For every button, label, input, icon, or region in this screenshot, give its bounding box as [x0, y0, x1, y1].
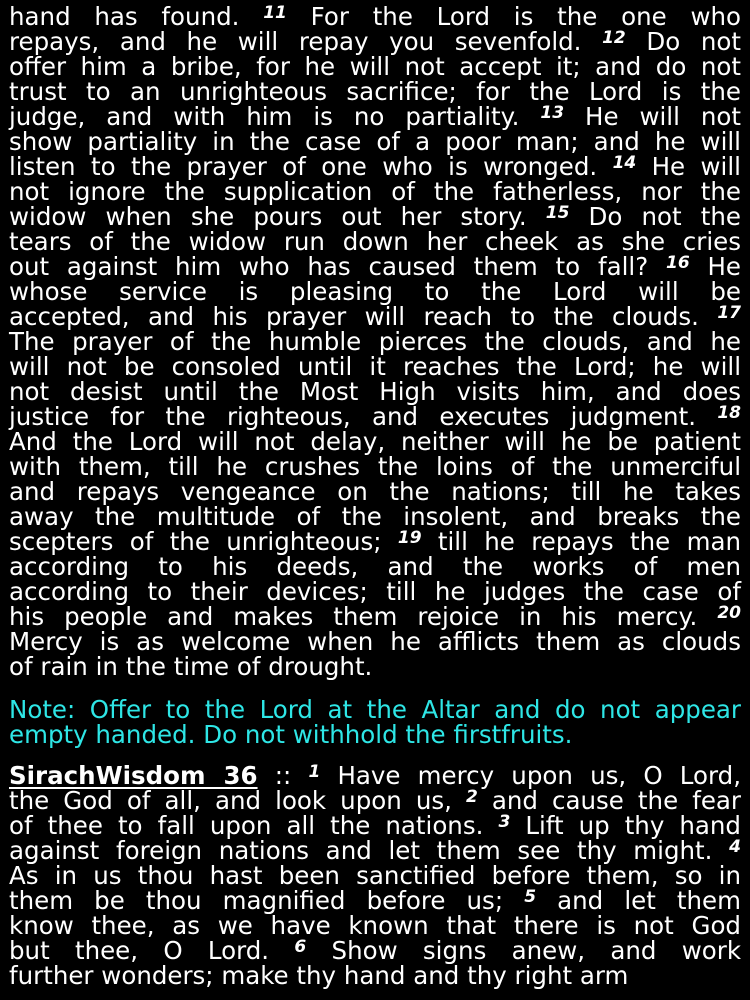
verse-text: scepters of the unrighteous; — [9, 527, 382, 556]
verse-text: tears of the widow run down her cheek as she cries — [9, 227, 741, 256]
text-line — [9, 629, 741, 654]
note-line: empty handed. Do not withhold the firstfruits. — [9, 720, 573, 749]
text-line — [9, 454, 741, 479]
verse-text: with them, till he crushes the loins of the unmerciful — [9, 452, 741, 481]
text-line — [9, 788, 741, 813]
verse-number: 3 — [498, 812, 511, 832]
text-line — [9, 354, 741, 379]
text-line — [9, 654, 741, 679]
verse-text: show partiality in the case of a poor man; and he will — [9, 127, 741, 156]
text-line — [9, 79, 741, 104]
verse-number: 2 — [465, 787, 478, 807]
verse-text: them be thou magnified before us; — [9, 886, 504, 915]
verse-number: 18 — [717, 403, 741, 423]
text-line — [9, 329, 741, 354]
verse-number: 12 — [602, 28, 626, 48]
verse-number: 15 — [545, 203, 570, 223]
verse-text: judge, and with him is no partiality. — [9, 102, 520, 131]
text-line — [9, 229, 741, 254]
verse-text: whose service is pleasing to the Lord will be — [9, 277, 741, 306]
text-line — [9, 529, 741, 554]
verse-text: till he repays the man — [437, 527, 741, 556]
verse-number: 20 — [717, 603, 741, 623]
verse-text: according to their devices; till he judges the case of — [9, 577, 741, 606]
verse-text: Have mercy upon us, O Lord, — [337, 761, 741, 790]
verse-number: 1 — [308, 762, 321, 782]
text-line — [9, 479, 741, 504]
verse-text: As in us thou hast been sanctified before them, so in — [9, 861, 741, 890]
text-line — [9, 179, 741, 204]
verse-text: his people and makes them rejoice in his mercy. — [9, 602, 698, 631]
verse-number: 13 — [540, 103, 565, 123]
verse-text: He will — [651, 152, 741, 181]
text-line — [9, 763, 741, 788]
verse-number: 11 — [263, 3, 287, 23]
text-line — [9, 838, 741, 863]
text-line — [9, 104, 741, 129]
verse-text: The prayer of the humble pierces the clouds, and he — [9, 327, 741, 356]
verse-number: 14 — [612, 153, 637, 173]
verse-text: out against him who has caused them to fall? — [9, 252, 649, 281]
chapter-separator: :: — [257, 761, 309, 790]
text-line — [9, 938, 741, 963]
verse-text: of thee to fall upon all the nations. — [9, 811, 484, 840]
text-line — [9, 279, 741, 304]
verse-number: 16 — [666, 253, 690, 273]
verse-text: accepted, and his prayer will reach to the clouds. — [9, 302, 699, 331]
verse-text: hand has found. — [9, 2, 240, 31]
verse-text: of rain in the time of drought. — [9, 652, 373, 681]
verse-text: away the multitude of the insolent, and breaks the — [9, 502, 741, 531]
verse-text: Show signs anew, and work — [331, 936, 742, 965]
verse-text: and repays vengeance on the nations; till he takes — [9, 477, 741, 506]
text-line — [9, 129, 741, 154]
text-line — [9, 579, 741, 604]
verse-text: justice for the righteous, and executes judgment. — [9, 402, 696, 431]
text-line — [9, 4, 741, 29]
text-line — [9, 54, 741, 79]
verse-text: against foreign nations and let them see thy might. — [9, 836, 713, 865]
text-line — [9, 604, 741, 629]
text-line — [9, 254, 741, 279]
verse-number: 6 — [294, 937, 307, 957]
verse-text: Lift up thy hand — [525, 811, 741, 840]
verse-text: further wonders; make thy hand and thy right arm — [9, 961, 629, 990]
verse-text: Do not the — [588, 202, 741, 231]
verse-text: offer him a bribe, for he will not accept it; and do not — [9, 52, 741, 81]
text-line — [9, 304, 741, 329]
text-line — [9, 813, 741, 838]
verse-number: 17 — [717, 303, 741, 323]
verse-text: trust to an unrighteous sacrifice; for the Lord is the — [9, 77, 741, 106]
verse-text: will not be consoled until it reaches the Lord; he will — [9, 352, 741, 381]
verse-number: 4 — [729, 837, 741, 857]
verse-text: widow when she pours out her story. — [9, 202, 527, 231]
text-line — [9, 963, 741, 988]
verse-text: but thee, O Lord. — [9, 936, 270, 965]
verse-text: Mercy is as welcome when he afflicts them as clouds — [9, 627, 741, 656]
verse-number: 19 — [397, 528, 422, 548]
text-line — [9, 379, 741, 404]
text-line — [9, 154, 741, 179]
text-line — [9, 888, 741, 913]
verse-text: He — [707, 252, 741, 281]
verse-number: 5 — [524, 887, 537, 907]
verse-text: and let them — [557, 886, 741, 915]
text-line — [9, 429, 741, 454]
verse-text: repays, and he will repay you sevenfold. — [9, 27, 582, 56]
text-line — [9, 504, 741, 529]
text-line — [9, 554, 741, 579]
verse-text: know thee, as we have known that there is not God — [9, 911, 741, 940]
chapter-link[interactable]: SirachWisdom 36 — [9, 761, 258, 790]
verse-text: not desist until the Most High visits him, and does — [9, 377, 741, 406]
note-line: Note: Offer to the Lord at the Altar and do not appear — [9, 695, 741, 724]
verse-text: the God of all, and look upon us, — [9, 786, 452, 815]
text-line — [9, 863, 741, 888]
text-line — [9, 404, 741, 429]
verse-text: and cause the fear — [491, 786, 741, 815]
verse-text: according to his deeds, and the works of men — [9, 552, 741, 581]
text-line — [9, 204, 741, 229]
verse-text: not ignore the supplication of the fatherless, nor the — [9, 177, 741, 206]
text-line — [9, 29, 741, 54]
verse-text: For the Lord is the one who — [310, 2, 742, 31]
verse-text: And the Lord will not delay, neither will he be patient — [9, 427, 741, 456]
verse-text: listen to the prayer of one who is wronged. — [9, 152, 598, 181]
verse-text: Do not — [646, 27, 741, 56]
text-line — [9, 913, 741, 938]
verse-text: He will not — [585, 102, 741, 131]
